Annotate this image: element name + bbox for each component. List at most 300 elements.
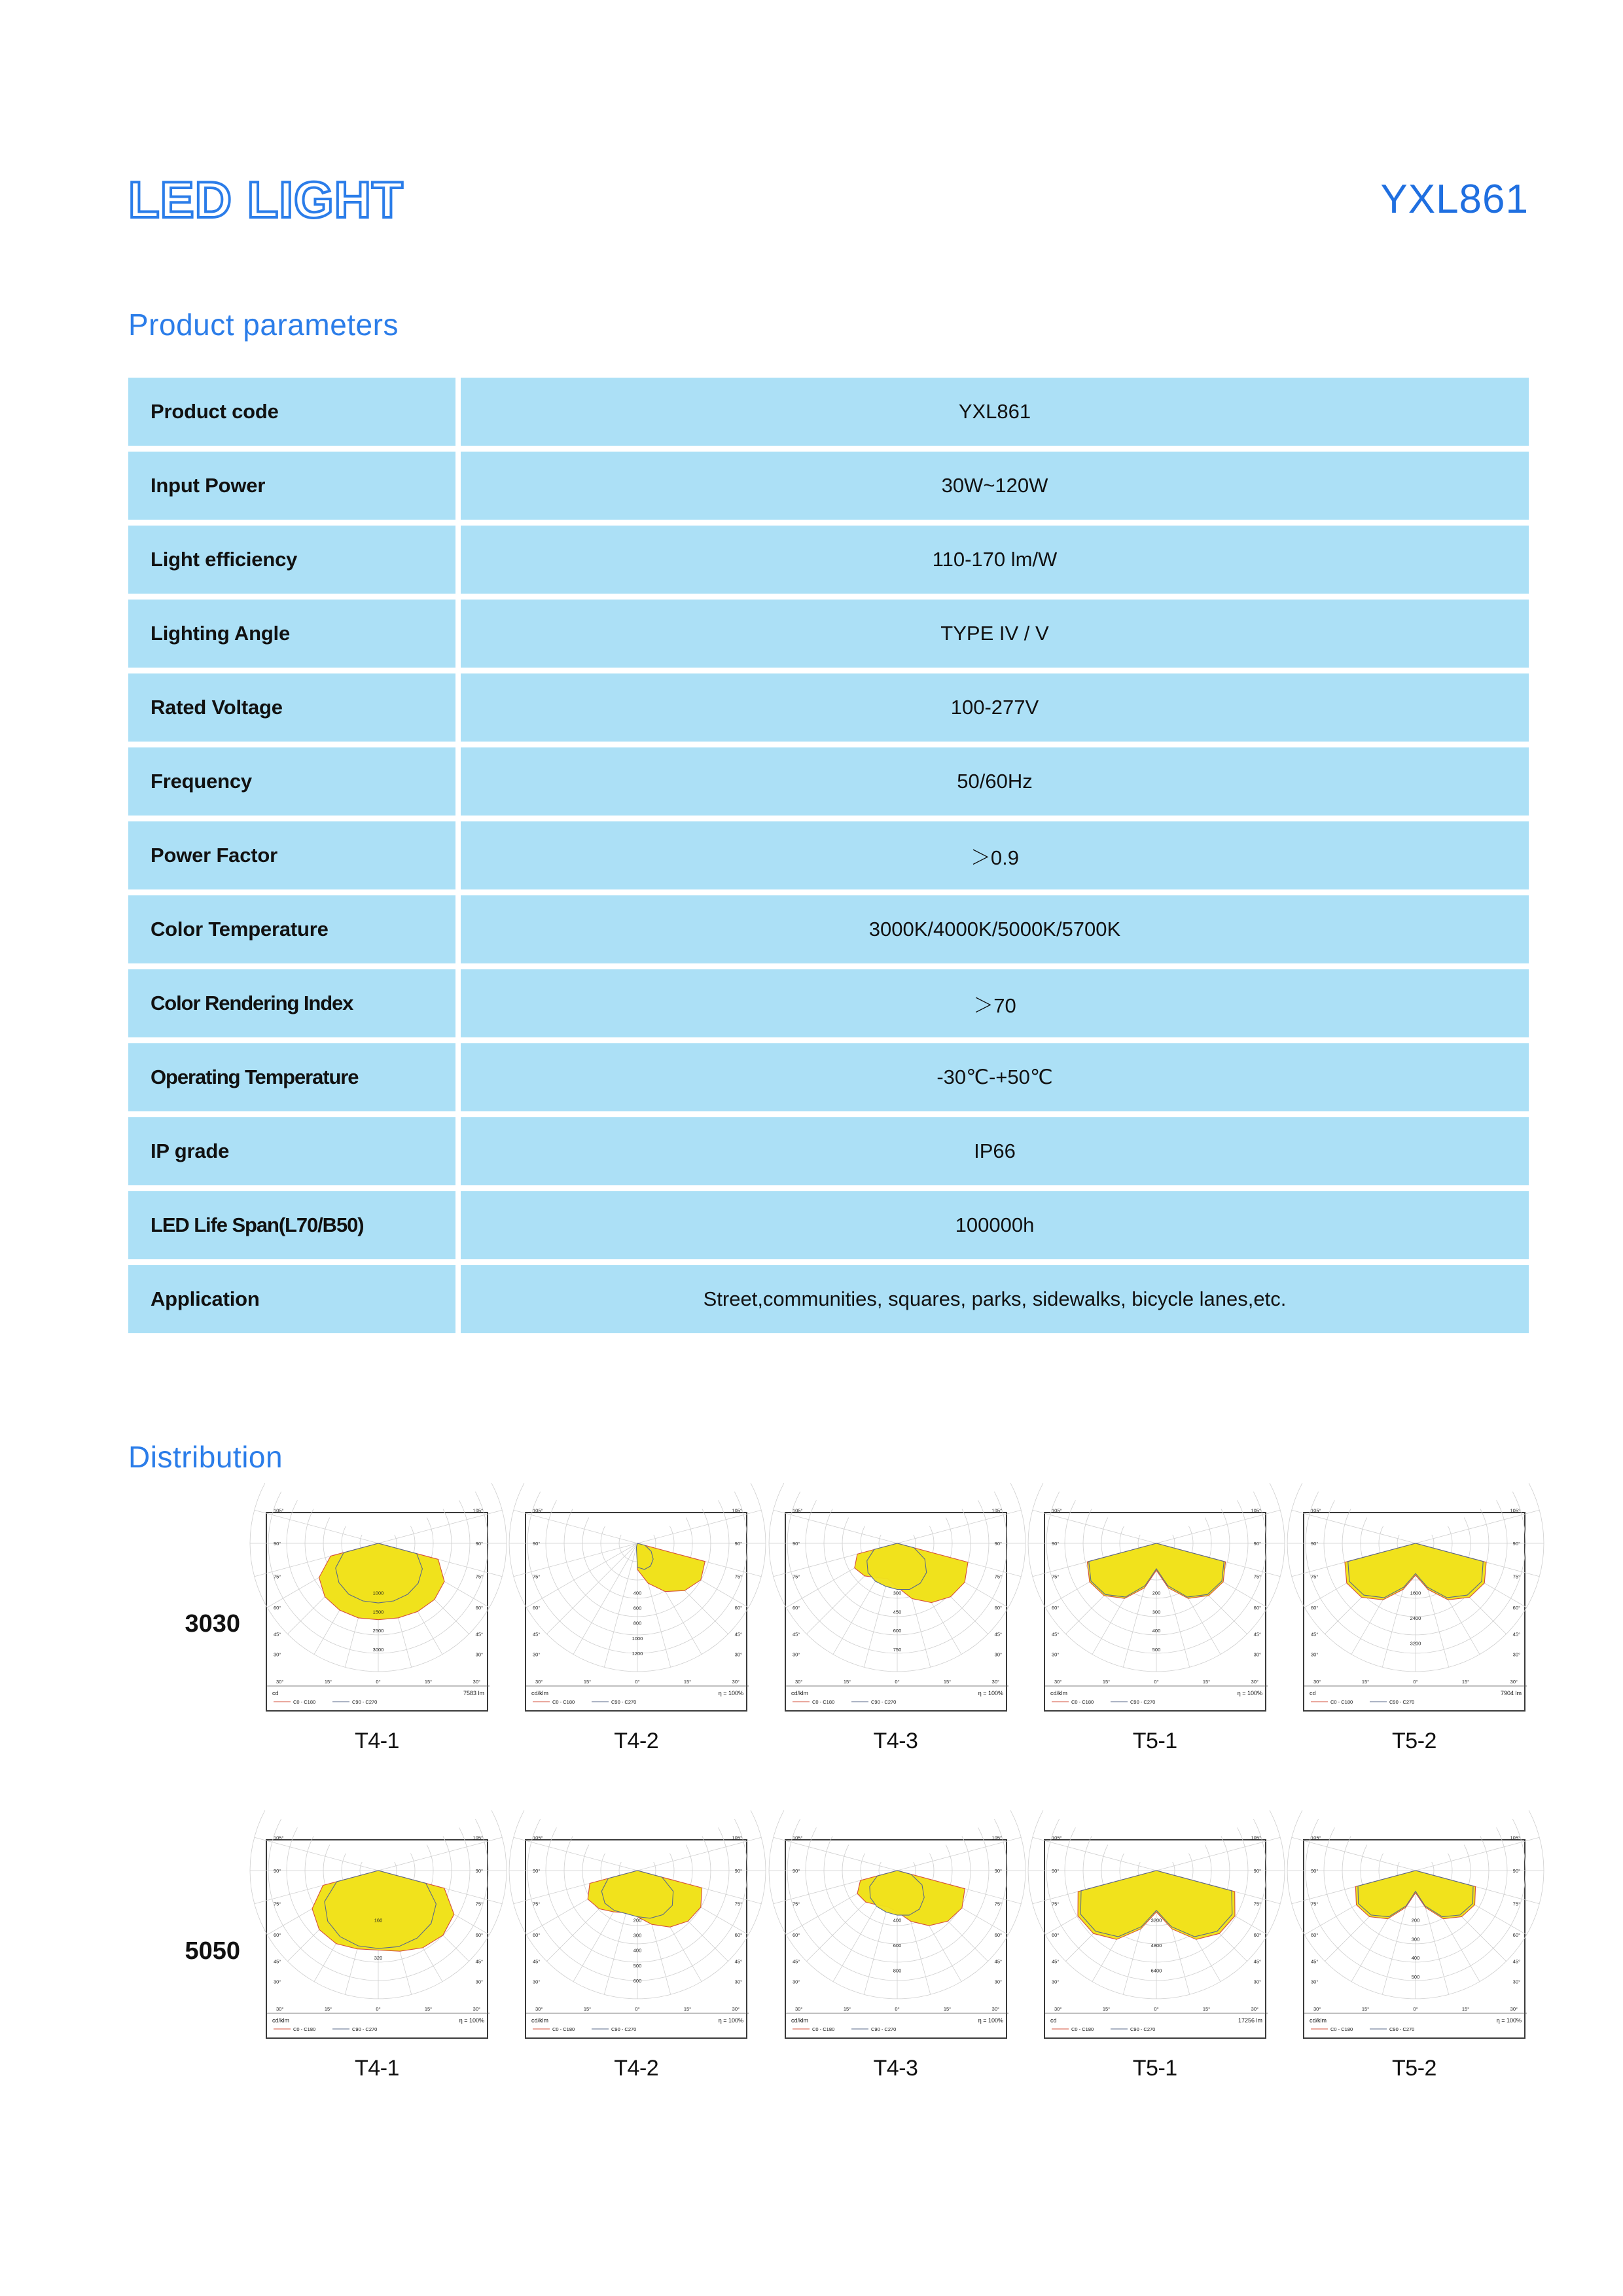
cell-gap	[455, 526, 461, 594]
svg-text:105°: 105°	[473, 1507, 483, 1514]
svg-text:30°: 30°	[535, 2006, 543, 2012]
svg-text:30°: 30°	[1051, 1979, 1060, 1985]
svg-text:105°: 105°	[1251, 1507, 1261, 1514]
distribution-row-3030	[128, 1507, 1529, 1754]
cell-gap	[455, 1043, 461, 1111]
model-code: YXL861	[1380, 177, 1529, 222]
svg-text:η = 100%: η = 100%	[459, 2017, 484, 2024]
polar-light-distribution-chart	[525, 1835, 747, 2039]
svg-text:C0 - C180: C0 - C180	[1330, 1699, 1353, 1705]
svg-text:30°: 30°	[732, 1679, 740, 1685]
svg-text:400: 400	[633, 1947, 642, 1954]
param-key: Lighting Angle	[128, 600, 455, 668]
brand-title: LED LIGHT	[128, 171, 404, 228]
table-row	[128, 1265, 1529, 1333]
svg-text:105°: 105°	[473, 1835, 483, 1841]
svg-text:75°: 75°	[1311, 1573, 1319, 1580]
svg-text:0°: 0°	[894, 1679, 900, 1685]
svg-text:400: 400	[1411, 1955, 1420, 1962]
svg-text:3200: 3200	[1150, 1917, 1162, 1924]
svg-text:90°: 90°	[734, 1541, 743, 1547]
cell-gap	[455, 673, 461, 742]
svg-text:C90 - C270: C90 - C270	[870, 1699, 896, 1705]
svg-text:45°: 45°	[475, 1958, 483, 1965]
param-value: ＞70	[461, 969, 1529, 1037]
param-key: Input Power	[128, 452, 455, 520]
chart-caption: T4-2	[614, 1729, 659, 1753]
polar-light-distribution-chart	[1044, 1507, 1266, 1712]
svg-text:90°: 90°	[1311, 1868, 1319, 1874]
svg-text:C0 - C180: C0 - C180	[1330, 2026, 1353, 2032]
svg-text:7904 lm: 7904 lm	[1500, 1690, 1522, 1696]
svg-text:η = 100%: η = 100%	[1496, 2017, 1522, 2024]
svg-text:0°: 0°	[1413, 1679, 1418, 1685]
svg-text:30°: 30°	[792, 1979, 800, 1985]
svg-text:30°: 30°	[1510, 1679, 1518, 1685]
svg-text:15°: 15°	[424, 1679, 433, 1685]
svg-text:400: 400	[1152, 1628, 1161, 1634]
svg-text:105°: 105°	[1510, 1835, 1520, 1841]
svg-text:15°: 15°	[584, 2006, 592, 2012]
svg-text:15°: 15°	[1461, 2006, 1470, 2012]
svg-text:60°: 60°	[475, 1932, 483, 1938]
svg-text:105°: 105°	[274, 1835, 284, 1841]
svg-text:30°: 30°	[533, 1979, 541, 1985]
svg-text:C90 - C270: C90 - C270	[870, 2026, 896, 2032]
svg-text:C90 - C270: C90 - C270	[1389, 1699, 1415, 1705]
chart-caption: T4-1	[355, 1729, 399, 1753]
svg-text:300: 300	[893, 1590, 901, 1596]
svg-text:750: 750	[893, 1647, 901, 1653]
svg-text:η = 100%: η = 100%	[978, 2017, 1003, 2024]
chart-caption: T4-3	[873, 2056, 918, 2081]
svg-text:6400: 6400	[1150, 1967, 1162, 1974]
svg-text:15°: 15°	[943, 2006, 951, 2012]
distribution-chart-cell	[262, 1507, 491, 1754]
svg-text:60°: 60°	[274, 1932, 281, 1938]
distribution-row-5050	[128, 1835, 1529, 2081]
svg-text:105°: 105°	[991, 1507, 1002, 1514]
table-row	[128, 1191, 1529, 1259]
svg-text:C0 - C180: C0 - C180	[812, 1699, 834, 1705]
svg-text:C0 - C180: C0 - C180	[1071, 2026, 1094, 2032]
svg-text:15°: 15°	[324, 1679, 332, 1685]
svg-text:30°: 30°	[1313, 1679, 1321, 1685]
svg-text:30°: 30°	[991, 1679, 999, 1685]
svg-text:400: 400	[893, 1917, 901, 1924]
svg-text:60°: 60°	[1512, 1605, 1520, 1611]
svg-text:75°: 75°	[792, 1901, 800, 1907]
svg-text:105°: 105°	[792, 1507, 803, 1514]
svg-text:75°: 75°	[1512, 1573, 1520, 1580]
polar-light-distribution-chart	[1044, 1835, 1266, 2039]
svg-text:1500: 1500	[372, 1609, 384, 1615]
param-value: YXL861	[461, 378, 1529, 446]
svg-text:30°: 30°	[535, 1679, 543, 1685]
cell-gap	[455, 378, 461, 446]
svg-text:15°: 15°	[684, 2006, 692, 2012]
param-key: Product code	[128, 378, 455, 446]
chart-caption: T5-2	[1392, 2056, 1436, 2081]
param-value: 110-170 lm/W	[461, 526, 1529, 594]
svg-text:30°: 30°	[1311, 1651, 1319, 1658]
svg-text:45°: 45°	[1253, 1958, 1261, 1965]
svg-text:15°: 15°	[684, 1679, 692, 1685]
svg-text:7583 lm: 7583 lm	[463, 1690, 484, 1696]
distribution-chart-cell	[1300, 1507, 1529, 1754]
svg-text:45°: 45°	[1311, 1631, 1319, 1638]
svg-text:75°: 75°	[475, 1901, 483, 1907]
cell-gap	[455, 895, 461, 963]
section-title-distribution: Distribution	[128, 1440, 283, 1474]
svg-text:75°: 75°	[274, 1573, 281, 1580]
svg-text:C90 - C270: C90 - C270	[611, 1699, 637, 1705]
distribution-chart-cell	[1041, 1835, 1270, 2081]
svg-text:cd/klm: cd/klm	[531, 2017, 549, 2024]
svg-text:105°: 105°	[1311, 1507, 1321, 1514]
svg-text:C0 - C180: C0 - C180	[1071, 1699, 1094, 1705]
distribution-chart-cell	[1300, 1835, 1529, 2081]
svg-text:300: 300	[1152, 1609, 1161, 1615]
svg-text:90°: 90°	[533, 1541, 541, 1547]
distribution-chart-cell	[1041, 1507, 1270, 1754]
svg-text:30°: 30°	[734, 1651, 743, 1658]
svg-text:1000: 1000	[372, 1590, 384, 1596]
svg-text:90°: 90°	[1512, 1541, 1520, 1547]
svg-text:30°: 30°	[473, 2006, 480, 2012]
table-row	[128, 895, 1529, 963]
svg-text:75°: 75°	[1253, 1573, 1261, 1580]
svg-text:30°: 30°	[1512, 1651, 1520, 1658]
polar-light-distribution-chart	[266, 1835, 488, 2039]
table-row	[128, 600, 1529, 668]
table-row	[128, 821, 1529, 889]
cell-gap	[455, 969, 461, 1037]
svg-text:60°: 60°	[792, 1932, 800, 1938]
table-row	[128, 747, 1529, 816]
param-key: Color Rendering Index	[128, 969, 455, 1037]
svg-text:C0 - C180: C0 - C180	[812, 2026, 834, 2032]
svg-text:500: 500	[633, 1962, 642, 1969]
svg-text:75°: 75°	[533, 1573, 541, 1580]
svg-text:15°: 15°	[843, 1679, 851, 1685]
param-value: 100-277V	[461, 673, 1529, 742]
svg-text:75°: 75°	[1253, 1901, 1261, 1907]
svg-text:75°: 75°	[994, 1901, 1002, 1907]
chart-caption: T5-1	[1132, 2056, 1177, 2081]
param-value: Street,communities, squares, parks, sidewalks, bicycle lanes,etc.	[461, 1265, 1529, 1333]
svg-text:1600: 1600	[1410, 1590, 1421, 1596]
svg-text:60°: 60°	[274, 1605, 281, 1611]
distribution-chart-cell	[262, 1835, 491, 2081]
param-value: TYPE IV / V	[461, 600, 1529, 668]
svg-text:45°: 45°	[1253, 1631, 1261, 1638]
param-value: ＞0.9	[461, 821, 1529, 889]
svg-text:C90 - C270: C90 - C270	[352, 1699, 378, 1705]
svg-text:30°: 30°	[276, 1679, 284, 1685]
polar-light-distribution-chart	[785, 1507, 1007, 1712]
svg-text:90°: 90°	[274, 1541, 281, 1547]
polar-light-distribution-chart	[785, 1835, 1007, 2039]
svg-text:0°: 0°	[635, 1679, 640, 1685]
svg-text:60°: 60°	[792, 1605, 800, 1611]
cell-gap	[455, 1191, 461, 1259]
svg-text:320: 320	[374, 1955, 383, 1962]
param-key: Color Temperature	[128, 895, 455, 963]
charts-container-5050	[262, 1835, 1529, 2081]
svg-text:C90 - C270: C90 - C270	[1130, 2026, 1156, 2032]
svg-text:η = 100%: η = 100%	[1237, 1690, 1262, 1696]
section-title-parameters: Product parameters	[128, 308, 399, 342]
table-row	[128, 969, 1529, 1037]
cell-gap	[455, 1117, 461, 1185]
svg-text:160: 160	[374, 1917, 383, 1924]
svg-text:75°: 75°	[1051, 1573, 1060, 1580]
svg-text:15°: 15°	[843, 2006, 851, 2012]
param-value: IP66	[461, 1117, 1529, 1185]
table-row	[128, 1043, 1529, 1111]
svg-text:0°: 0°	[1154, 1679, 1159, 1685]
svg-text:15°: 15°	[584, 1679, 592, 1685]
svg-text:45°: 45°	[792, 1958, 800, 1965]
svg-text:15°: 15°	[324, 2006, 332, 2012]
svg-text:45°: 45°	[734, 1958, 743, 1965]
cell-gap	[455, 747, 461, 816]
charts-container-3030	[262, 1507, 1529, 1754]
distribution-chart-cell	[781, 1507, 1010, 1754]
svg-text:cd/klm: cd/klm	[272, 2017, 290, 2024]
svg-text:3200: 3200	[1410, 1640, 1421, 1647]
svg-text:15°: 15°	[1102, 2006, 1110, 2012]
svg-text:45°: 45°	[1512, 1958, 1520, 1965]
svg-text:105°: 105°	[533, 1835, 543, 1841]
svg-text:90°: 90°	[994, 1868, 1002, 1874]
svg-text:60°: 60°	[1253, 1605, 1261, 1611]
svg-text:15°: 15°	[1202, 1679, 1210, 1685]
svg-text:4800: 4800	[1150, 1942, 1162, 1948]
svg-text:30°: 30°	[475, 1651, 483, 1658]
svg-text:30°: 30°	[475, 1979, 483, 1985]
svg-text:30°: 30°	[276, 2006, 284, 2012]
svg-text:400: 400	[633, 1590, 642, 1596]
svg-text:60°: 60°	[1512, 1932, 1520, 1938]
cell-gap	[455, 452, 461, 520]
svg-text:30°: 30°	[1051, 1651, 1060, 1658]
svg-text:2400: 2400	[1410, 1615, 1421, 1621]
param-key: IP grade	[128, 1117, 455, 1185]
page-header	[128, 164, 1529, 236]
svg-text:90°: 90°	[994, 1541, 1002, 1547]
param-value: 50/60Hz	[461, 747, 1529, 816]
polar-light-distribution-chart	[525, 1507, 747, 1712]
svg-text:300: 300	[633, 1932, 642, 1939]
svg-text:30°: 30°	[1054, 2006, 1062, 2012]
svg-text:30°: 30°	[994, 1651, 1002, 1658]
svg-text:75°: 75°	[994, 1573, 1002, 1580]
svg-text:30°: 30°	[473, 1679, 480, 1685]
svg-text:90°: 90°	[1051, 1868, 1060, 1874]
polar-light-distribution-chart	[1303, 1835, 1525, 2039]
svg-text:500: 500	[1152, 1647, 1161, 1653]
svg-text:C90 - C270: C90 - C270	[1130, 1699, 1156, 1705]
svg-text:30°: 30°	[1313, 2006, 1321, 2012]
svg-text:15°: 15°	[1202, 2006, 1210, 2012]
cell-gap	[455, 1265, 461, 1333]
svg-text:cd: cd	[272, 1690, 279, 1696]
svg-text:0°: 0°	[1154, 2006, 1159, 2012]
svg-text:75°: 75°	[734, 1573, 743, 1580]
svg-text:30°: 30°	[732, 2006, 740, 2012]
svg-text:45°: 45°	[1512, 1631, 1520, 1638]
param-value: 30W~120W	[461, 452, 1529, 520]
table-row	[128, 452, 1529, 520]
svg-text:90°: 90°	[1512, 1868, 1520, 1874]
svg-text:60°: 60°	[994, 1605, 1002, 1611]
svg-text:30°: 30°	[274, 1651, 281, 1658]
svg-text:600: 600	[633, 1977, 642, 1984]
svg-text:45°: 45°	[994, 1631, 1002, 1638]
svg-text:75°: 75°	[274, 1901, 281, 1907]
param-key: Power Factor	[128, 821, 455, 889]
svg-text:cd/klm: cd/klm	[531, 1690, 549, 1696]
svg-text:30°: 30°	[1251, 1679, 1258, 1685]
svg-text:105°: 105°	[991, 1835, 1002, 1841]
svg-text:30°: 30°	[1251, 2006, 1258, 2012]
svg-text:90°: 90°	[1051, 1541, 1060, 1547]
table-row	[128, 673, 1529, 742]
svg-text:75°: 75°	[1051, 1901, 1060, 1907]
svg-text:30°: 30°	[274, 1979, 281, 1985]
svg-text:15°: 15°	[1102, 1679, 1110, 1685]
row-label-3030: 3030	[185, 1610, 240, 1638]
svg-text:η = 100%: η = 100%	[718, 1690, 744, 1696]
svg-text:105°: 105°	[732, 1835, 743, 1841]
param-value: 3000K/4000K/5000K/5700K	[461, 895, 1529, 963]
param-key: Rated Voltage	[128, 673, 455, 742]
svg-text:30°: 30°	[994, 1979, 1002, 1985]
svg-text:90°: 90°	[533, 1868, 541, 1874]
svg-text:30°: 30°	[1253, 1979, 1261, 1985]
svg-text:300: 300	[1411, 1936, 1420, 1943]
svg-text:450: 450	[893, 1609, 901, 1615]
svg-text:30°: 30°	[1311, 1979, 1319, 1985]
svg-text:105°: 105°	[274, 1507, 284, 1514]
svg-text:0°: 0°	[894, 2006, 900, 2012]
param-key: LED Life Span(L70/B50)	[128, 1191, 455, 1259]
svg-text:45°: 45°	[533, 1631, 541, 1638]
svg-text:90°: 90°	[792, 1868, 800, 1874]
svg-text:30°: 30°	[792, 1651, 800, 1658]
param-key: Light efficiency	[128, 526, 455, 594]
svg-text:C0 - C180: C0 - C180	[293, 2026, 316, 2032]
svg-text:60°: 60°	[1311, 1605, 1319, 1611]
product-parameters-table	[128, 372, 1529, 1339]
cell-gap	[455, 600, 461, 668]
svg-text:60°: 60°	[1253, 1932, 1261, 1938]
svg-text:105°: 105°	[533, 1507, 543, 1514]
svg-text:C0 - C180: C0 - C180	[552, 2026, 575, 2032]
svg-text:0°: 0°	[376, 2006, 381, 2012]
row-label-5050: 5050	[185, 1937, 240, 1965]
svg-text:C0 - C180: C0 - C180	[552, 1699, 575, 1705]
svg-text:60°: 60°	[533, 1932, 541, 1938]
polar-light-distribution-chart	[266, 1507, 488, 1712]
svg-text:200: 200	[633, 1917, 642, 1924]
chart-caption: T4-3	[873, 1729, 918, 1753]
svg-text:15°: 15°	[943, 1679, 951, 1685]
svg-text:600: 600	[633, 1605, 642, 1611]
svg-text:15°: 15°	[1361, 1679, 1370, 1685]
svg-text:200: 200	[1152, 1590, 1161, 1596]
distribution-chart-cell	[781, 1835, 1010, 2081]
svg-text:3000: 3000	[372, 1647, 384, 1653]
cell-gap	[455, 821, 461, 889]
svg-text:η = 100%: η = 100%	[718, 2017, 744, 2024]
svg-text:75°: 75°	[792, 1573, 800, 1580]
svg-text:15°: 15°	[1361, 2006, 1370, 2012]
chart-caption: T5-2	[1392, 1729, 1436, 1753]
table-row	[128, 1117, 1529, 1185]
svg-text:105°: 105°	[1251, 1835, 1261, 1841]
svg-text:cd/klm: cd/klm	[1310, 2017, 1327, 2024]
svg-text:45°: 45°	[792, 1631, 800, 1638]
svg-text:90°: 90°	[1253, 1541, 1261, 1547]
svg-text:60°: 60°	[475, 1605, 483, 1611]
svg-text:45°: 45°	[1051, 1631, 1060, 1638]
svg-text:30°: 30°	[1512, 1979, 1520, 1985]
svg-text:500: 500	[1411, 1974, 1420, 1981]
svg-text:cd/klm: cd/klm	[791, 1690, 808, 1696]
polar-light-distribution-chart	[1303, 1507, 1525, 1712]
svg-text:cd: cd	[1050, 2017, 1057, 2024]
svg-text:30°: 30°	[1510, 2006, 1518, 2012]
svg-text:2500: 2500	[372, 1628, 384, 1634]
svg-text:90°: 90°	[274, 1868, 281, 1874]
svg-text:75°: 75°	[1311, 1901, 1319, 1907]
svg-text:45°: 45°	[274, 1958, 281, 1965]
svg-text:0°: 0°	[376, 1679, 381, 1685]
svg-text:1200: 1200	[632, 1650, 643, 1657]
svg-text:60°: 60°	[1051, 1605, 1060, 1611]
table-row	[128, 378, 1529, 446]
table-row	[128, 526, 1529, 594]
svg-text:90°: 90°	[1253, 1868, 1261, 1874]
svg-text:105°: 105°	[792, 1835, 803, 1841]
svg-text:cd/klm: cd/klm	[791, 2017, 808, 2024]
svg-text:45°: 45°	[274, 1631, 281, 1638]
svg-text:105°: 105°	[1051, 1507, 1062, 1514]
distribution-chart-cell	[522, 1835, 751, 2081]
svg-text:30°: 30°	[734, 1979, 743, 1985]
chart-caption: T4-2	[614, 2056, 659, 2081]
svg-text:105°: 105°	[1051, 1835, 1062, 1841]
param-key: Application	[128, 1265, 455, 1333]
param-key: Frequency	[128, 747, 455, 816]
svg-text:60°: 60°	[533, 1605, 541, 1611]
svg-text:60°: 60°	[734, 1605, 743, 1611]
svg-text:C0 - C180: C0 - C180	[293, 1699, 316, 1705]
param-table-body	[128, 378, 1529, 1333]
svg-text:105°: 105°	[1510, 1507, 1520, 1514]
svg-text:cd: cd	[1310, 1690, 1316, 1696]
svg-text:60°: 60°	[1051, 1932, 1060, 1938]
svg-text:800: 800	[633, 1620, 642, 1626]
svg-text:45°: 45°	[1311, 1958, 1319, 1965]
svg-text:15°: 15°	[424, 2006, 433, 2012]
svg-text:C90 - C270: C90 - C270	[1389, 2026, 1415, 2032]
svg-text:30°: 30°	[1054, 1679, 1062, 1685]
svg-text:45°: 45°	[994, 1958, 1002, 1965]
